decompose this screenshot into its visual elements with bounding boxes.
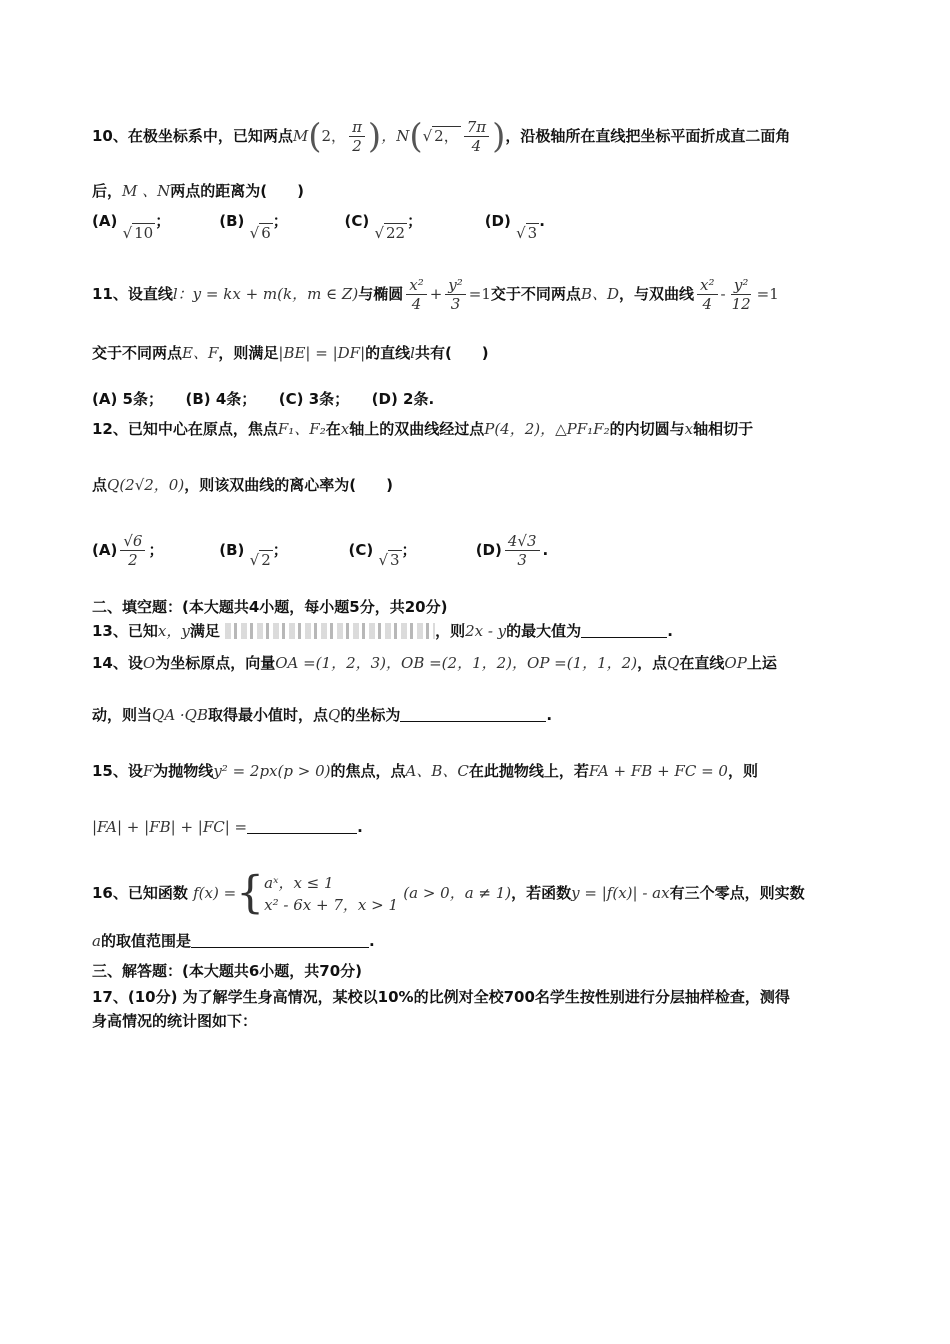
plus: + [429,285,443,303]
num: 4√3 [505,532,540,551]
dot-product: QA ·QB [152,706,209,724]
text: 两点的距离为( ) [170,182,304,200]
q12-line1 [92,418,753,440]
o: O [142,654,156,672]
point-p: P(4，2) [484,420,541,438]
sqrt: √ 22 [374,224,406,242]
triangle: ，△PF₁F₂ [540,420,610,438]
den: 3 [517,551,527,569]
parabola: y² = 2px(p > 0) [213,762,331,780]
q10-option-c [344,210,479,242]
text: 取得最小值时，点 [208,706,329,724]
q13-line [92,620,673,642]
paren: ( [409,116,423,157]
text: 共有( ) [414,344,489,362]
label: (D) [484,212,511,230]
rad: 2 [261,551,271,569]
points-bd: B、D [580,285,619,303]
end: ； [155,212,171,230]
point-n: ，N [381,127,410,145]
rad: 2， [434,127,459,145]
xy: x，y [157,622,190,640]
frac [729,276,754,313]
text: 动，则当 [92,706,153,724]
q15-line1 [92,760,758,782]
section-3-heading: 三、解答题：(本大题共6小题，共70分) [92,962,363,980]
text: 的取值范围是 [100,932,191,950]
paren: ) [367,116,382,157]
text: 后， [92,182,123,200]
sqrt: √ 3 [516,224,538,242]
a: a [92,932,101,950]
q10-text: 10、在极坐标系中，已知两点 [92,127,293,145]
text: 的直线 [365,344,411,362]
num: 7π [464,118,489,137]
text: 的最大值为 [506,622,582,640]
text: 14、设 [92,654,143,672]
num: y² [731,276,752,295]
m-angle [349,118,365,155]
vector-ob: ，OB =(2，1，2) [386,654,513,672]
point-m: M [292,127,309,145]
eq: =1 [468,285,491,303]
num: π [349,118,365,137]
den: 4 [471,137,482,155]
expression: 2x - y [465,622,507,640]
end: ； [401,541,417,559]
label: (B) [219,212,245,230]
label: (A) [92,541,118,559]
text: ，则 [435,622,466,640]
frac [505,532,540,569]
section-2-heading: 二、填空题：(本大题共4小题，每小题5分，共20分) [92,598,448,616]
text: 上运 [746,654,777,672]
text: 在此抛物线上，若 [468,762,589,780]
sqrt: √ 3 [378,551,400,569]
frac [406,276,426,313]
end: . [539,212,545,230]
text: 的焦点，点 [330,762,406,780]
end: . [667,622,673,640]
q12-options [92,532,548,569]
text: 轴上的双曲线经过点 [349,420,485,438]
foci: F₁、F₂ [277,420,326,438]
rad: 3 [527,224,538,242]
text: 为抛物线 [153,762,214,780]
text: 为坐标原点，向量 [155,654,276,672]
minus: - [720,285,726,303]
label: (C) [344,212,370,230]
end: ； [148,541,164,559]
case-1: aˣ，x ≤ 1 [264,873,334,892]
q12-option-c [348,539,470,569]
rad: 6 [261,224,271,242]
q11-line2 [92,342,489,364]
q14-line2 [92,704,552,726]
q12-option-d [476,532,549,569]
text: 点 [92,476,108,494]
text: 与椭圆 [358,285,404,303]
q11-line1 [92,276,779,313]
text: ，点 [637,654,668,672]
f: F [142,762,154,780]
rad: 3 [390,551,400,569]
text: 交于不同两点 [490,285,581,303]
sqrt: √ 10 [122,224,154,242]
end: . [546,706,553,724]
text: ，则满足 [218,344,279,362]
text: 在直线 [679,654,725,672]
sqrt: √ 6 [249,224,271,242]
piecewise [264,872,398,916]
case-2: x² - 6x + 7，x > 1 [264,895,399,914]
x: x [340,420,350,438]
answer-blank[interactable] [191,931,369,948]
end: . [368,932,375,950]
text: 13、已知 [92,622,158,640]
text: 在 [325,420,341,438]
q12-option-a [92,532,214,569]
function: f(x) = [193,884,237,902]
options: (A) 5条； (B) 4条； (C) 3条； (D) 2条. [92,390,435,408]
end: ； [272,541,288,559]
paren: ) [492,116,506,157]
eq: =1 [756,285,779,303]
frac [445,276,466,313]
answer-blank[interactable] [581,621,667,638]
condition: |BE| = |DF| [278,344,366,362]
text: 15、设 [92,762,143,780]
brace: { [236,867,265,919]
sqrt: √ 2 [249,551,271,569]
den: 12 [731,295,751,313]
text: 的坐标为 [340,706,401,724]
q10-line2 [92,180,304,202]
text: 有三个零点，则实数 [669,884,805,902]
q15-line2 [92,816,363,838]
point-q: Q(2√2，0) [107,476,185,494]
text: 11、设直线 [92,285,173,303]
q12-option-b [219,539,343,569]
answer-blank[interactable] [247,817,357,834]
q10-option-a [92,210,214,242]
x: x [684,420,694,438]
den: 2 [352,137,362,155]
paren: ( [308,116,322,157]
rad: 22 [386,224,406,242]
vector-op: ，OP =(1，1，2) [512,654,638,672]
text: ，与双曲线 [619,285,695,303]
num: y² [445,276,466,295]
end: ； [272,212,288,230]
text: 轴相切于 [693,420,754,438]
text: 12、已知中心在原点，焦点 [92,420,278,438]
num: x² [406,276,426,295]
label: (D) [475,541,502,559]
function-y: y = |f(x)| - ax [571,884,670,902]
q16-line1 [92,868,805,918]
text: ，若函数 [511,884,572,902]
text: ，则该双曲线的离心率为( ) [184,476,393,494]
n-radius: √ 2， [422,127,459,145]
q: Q [667,654,680,672]
text: 交于不同两点 [92,344,183,362]
label: (A) [92,212,118,230]
end: . [542,541,549,559]
num: x² [697,276,717,295]
points-abc: A、B、C [405,762,469,780]
q: Q [328,706,341,724]
q11-options [92,388,434,410]
vector-oa: OA =(1，2，3) [275,654,387,672]
num: √6 [120,532,145,551]
m-radius: 2， [321,127,347,145]
frac [697,276,717,313]
q10-option-d [484,210,545,242]
blurred-constraints [225,623,435,639]
text: 的内切圆与 [609,420,685,438]
line-equation: l：y = kx + m(k，m ∈ Z) [172,285,359,303]
den: 4 [411,295,422,313]
end: . [357,818,363,836]
q17-line2: 身高情况的统计图如下： [92,1012,258,1030]
expression: |FA| + |FB| + |FC| = [92,818,248,836]
q10-option-b [219,210,339,242]
n-angle [464,118,489,155]
vector-sum: FA + FB + FC = 0 [588,762,728,780]
condition: (a > 0，a ≠ 1) [403,884,512,902]
q16-line2 [92,930,375,952]
q12-line2 [92,474,393,496]
text: 16、已知函数 [92,884,188,902]
frac [120,532,145,569]
line-op: OP [724,654,747,672]
points-ef: E、F [182,344,219,362]
den: 3 [450,295,461,313]
answer-blank[interactable] [400,705,546,722]
q10-options [92,210,545,242]
rad: 10 [134,224,154,242]
q14-line1 [92,652,777,674]
l: l [410,344,415,362]
q10-text-post: ，沿极轴所在直线把坐标平面折成直二面角 [505,127,791,145]
mn: M 、N [122,182,171,200]
text: ，则 [727,762,758,780]
end: ； [407,212,423,230]
label: (B) [219,541,245,559]
q17-line1: 17、(10分) 为了解学生身高情况，某校以10%的比例对全校700名学生按性别进行分层抽样检查，测得 [92,988,790,1006]
label: (C) [348,541,374,559]
q10-line1 [92,118,790,155]
text: 满足 [189,622,220,640]
den: 4 [702,295,713,313]
den: 2 [128,551,138,569]
